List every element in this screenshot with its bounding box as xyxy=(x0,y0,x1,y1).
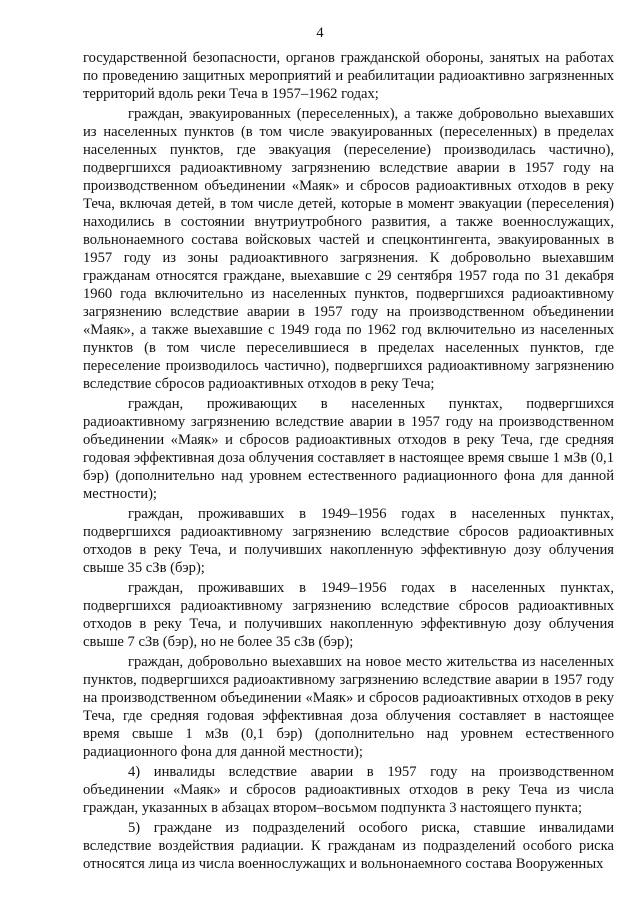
paragraph-dose-over-35: граждан, проживавших в 1949–1956 годах в населенных пунктах, подвергшихся радиоактивному загрязнению вследствие сбросов радиоактивных отходов в реку Теча, и получивших накопленную эффективную дозу облучения свыше 35 сЗв (бэр); xyxy=(83,506,614,576)
document-body xyxy=(83,49,614,873)
page-number: 4 xyxy=(316,25,324,41)
paragraph-evacuated-citizens: граждан, эвакуированных (переселенных), а также добровольно выехавших из населенных пунктов (в том числе эвакуированных (переселенных) в пределах населенных пунктов, где эвакуация (переселение) производилась частично), подвергшихся радиоактивному загрязнению вследствие аварии в 1957 году на производственном объединении «Маяк» и сбросов радиоактивных отходов в реку Теча, включая детей, в том числе детей, которые в момент эвакуации (переселения) находились в состоянии внутриутробного развития, а также военнослужащих, вольнонаемного состава войсковых частей и спецконтингента, эвакуированных в 1957 году из зоны радиоактивного загрязнения. К добровольно выехавшим гражданам относятся граждане, выехавшие с 29 сентября 1957 года по 31 декабря 1960 года включительно из населенных пунктов, подвергшихся радиоактивному загрязнению вследствие аварии в 1957 году на производственном объединении «Маяк», а также выехавшие с 1949 года по 1962 год включительно из населенных пунктов (в том числе переселившиеся в пределах населенных пунктов, где переселение производилось частично), подвергшихся радиоактивному загрязнению вследствие сбросов радиоактивных отходов в реку Теча; xyxy=(83,106,614,392)
paragraph-item-5-special-risk: 5) граждане из подразделений особого риска, ставшие инвалидами вследствие воздействия радиации. К гражданам из подразделений особого риска относятся лица из числа военнослужащих и вольнонаемного состава Вооруженных xyxy=(83,820,614,872)
paragraph-dose-7-to-35: граждан, проживавших в 1949–1956 годах в населенных пунктах, подвергшихся радиоактивному загрязнению вследствие сбросов радиоактивных отходов в реку Теча, и получивших накопленную эффективную дозу облучения свыше 7 сЗв (бэр), но не более 35 сЗв (бэр); xyxy=(83,580,614,650)
paragraph-voluntary-relocation: граждан, добровольно выехавших на новое место жительства из населенных пунктов, подвергшихся радиоактивному загрязнению вследствие аварии в 1957 году на производственном объединении «Маяк» и сбросов радиоактивных отходов в реку Теча, где средняя годовая эффективная доза облучения составляет в настоящее время свыше 1 мЗв (0,1 бэр) (дополнительно над уровнем естественного радиационного фона для данной местности); xyxy=(83,654,614,760)
paragraph-item-4-disabled: 4) инвалиды вследствие аварии в 1957 году на производственном объединении «Маяк» и сбросов радиоактивных отходов в реку Теча из числа граждан, указанных в абзацах втором–восьмом подпункта 3 настоящего пункта; xyxy=(83,764,614,816)
paragraph-residing-citizens: граждан, проживающих в населенных пунктах, подвергшихся радиоактивному загрязнению вследствие аварии в 1957 году на производственном объединении «Маяк» и сбросов радиоактивных отходов в реку Теча, где средняя годовая эффективная доза облучения составляет в настоящее время свыше 1 мЗв (0,1 бэр) (дополнительно над уровнем естественного радиационного фона для данной местности); xyxy=(83,396,614,502)
paragraph-continuation: государственной безопасности, органов гражданской обороны, занятых на работах по проведению защитных мероприятий и реабилитации радиоактивно загрязненных территорий вдоль реки Теча в 1957–1962 годах; xyxy=(83,50,614,102)
